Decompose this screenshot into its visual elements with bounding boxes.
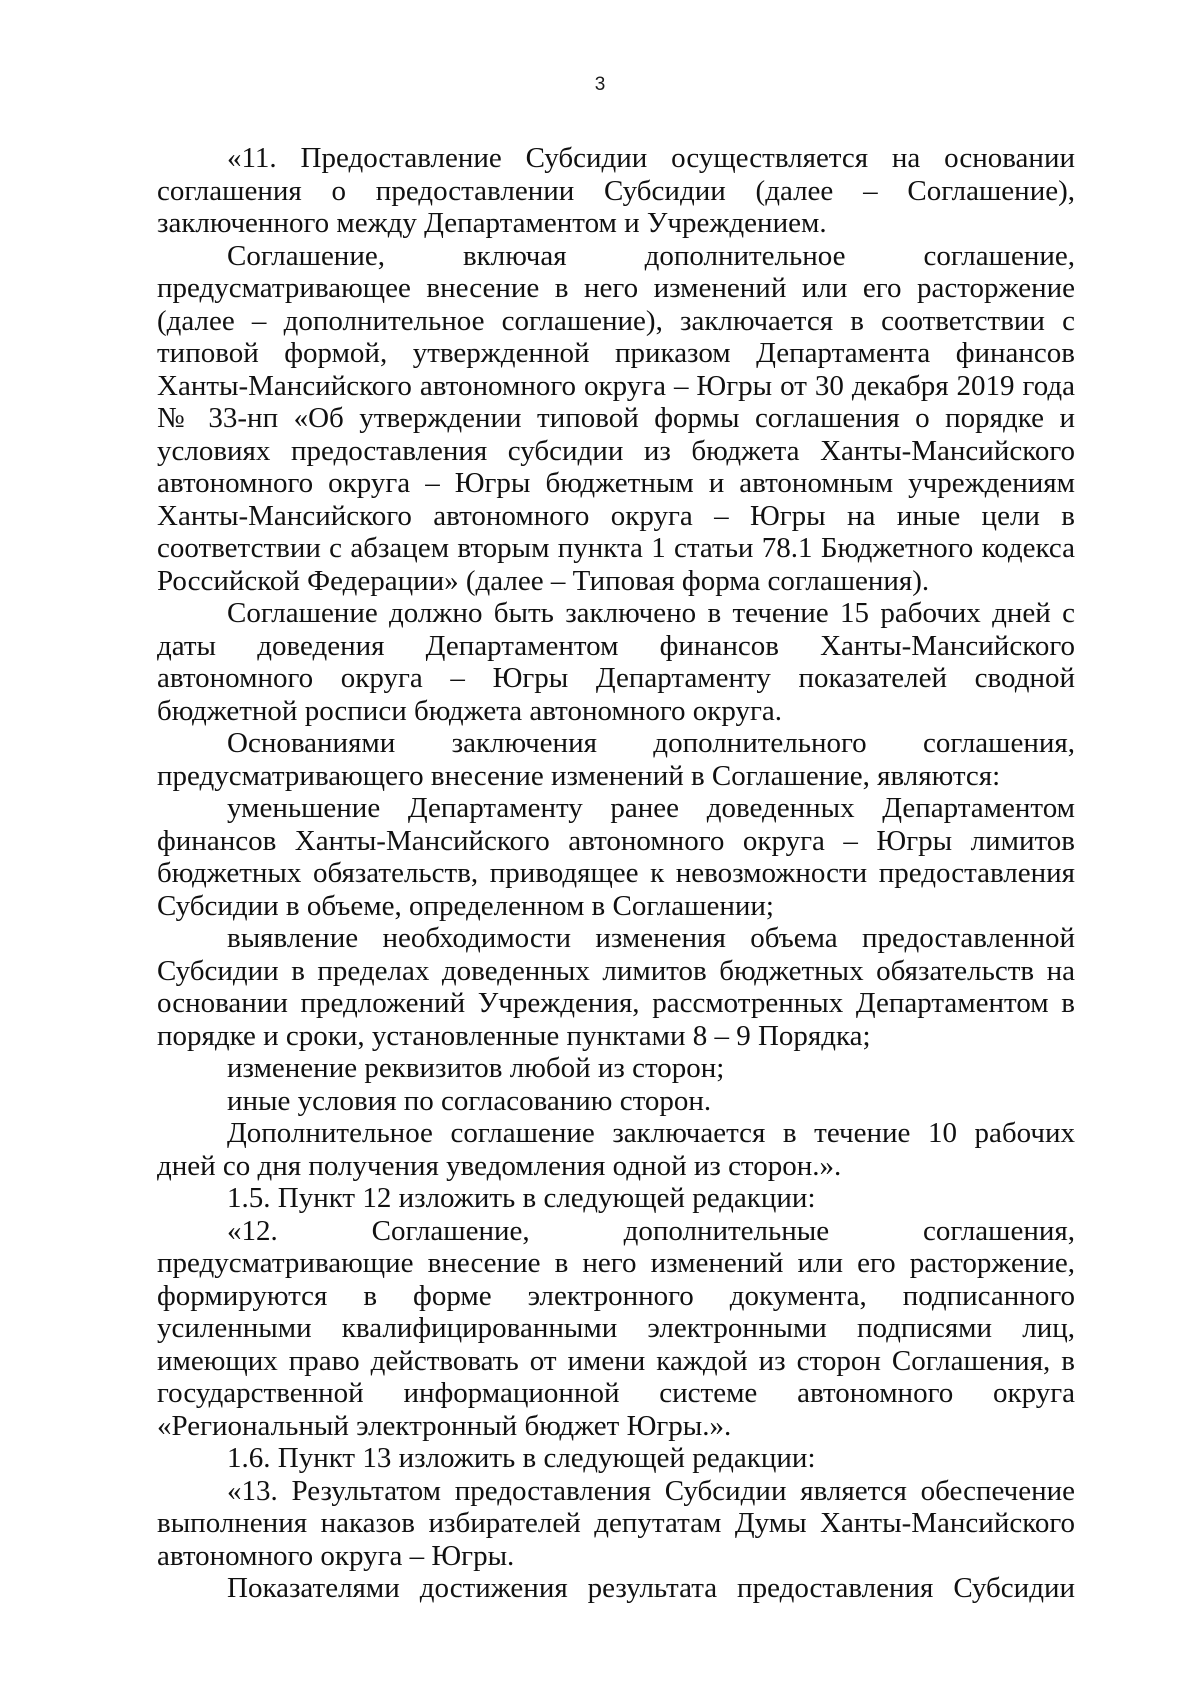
paragraph-clause-12: «12. Соглашение, дополнительные соглашения, предусматривающие внесение в него изменений или его расторжение, формируются в форме электронного документа, подписанного усиленными квалифицированными электронными подписями лиц, имеющих право действовать от имени каждой из сторон Соглашения, в государственной информационной системе автономного округа «Региональный электронный бюджет Югры.». — [157, 1214, 1075, 1442]
paragraph-item-1-6: 1.6. Пункт 13 изложить в следующей редакции: — [227, 1442, 816, 1474]
paragraph-ground-other: иные условия по согласованию сторон. — [227, 1084, 712, 1117]
document-body — [157, 142, 1075, 1605]
paragraph-agreement-form: Соглашение, включая дополнительное соглашение, предусматривающее внесение в него изменений или его расторжение (далее – дополнительное соглашение), заключается в соответствии с типовой формой, утвержденной приказом Департамента финансов Ханты-Мансийского автономного округа – Югры от 30 декабря 2019 года № 33-нп «Об утверждении типовой формы соглашения о порядке и условиях предоставления субсидии из бюджета Ханты-Мансийского автономного округа – Югры бюджетным и автономным учреждениям Ханты-Мансийского автономного округа – Югры на иные цели в соответствии с абзацем вторым пункта 1 статьи 78.1 Бюджетного кодекса Российской Федерации» (далее – Типовая форма соглашения). — [157, 239, 1075, 597]
paragraph-supplementary-deadline: Дополнительное соглашение заключается в течение 10 рабочих дней со дня получения уведомления одной из сторон.». — [157, 1117, 1075, 1182]
paragraph-clause-13: «13. Результатом предоставления Субсидии является обеспечение выполнения наказов избирателей депутатам Думы Ханты-Мансийского автономного округа – Югры. — [157, 1474, 1075, 1572]
paragraph-clause-11: «11. Предоставление Субсидии осуществляется на основании соглашения о предоставлении Субсидии (далее – Соглашение), заключенного между Департаментом и Учреждением. — [157, 142, 1075, 239]
paragraph-ground-requisites: изменение реквизитов любой из сторон; — [227, 1052, 725, 1084]
paragraph-grounds-intro: Основаниями заключения дополнительного соглашения, предусматривающего внесение изменений в Соглашение, являются: — [157, 727, 1075, 792]
paragraph-item-1-5: 1.5. Пункт 12 изложить в следующей редакции: — [227, 1182, 816, 1214]
paragraph-indicators: Показателями достижения результата предоставления Субсидии — [227, 1572, 1075, 1604]
paragraph-ground-reduction: уменьшение Департаменту ранее доведенных Департаментом финансов Ханты-Мансийского автономного округа – Югры лимитов бюджетных обязательств, приводящее к невозможности предоставления Субсидии в объеме, определенном в Соглашении; — [157, 792, 1075, 922]
paragraph-agreement-deadline: Соглашение должно быть заключено в течение 15 рабочих дней с даты доведения Департаментом финансов Ханты-Мансийского автономного округа – Югры Департаменту показателей сводной бюджетной росписи бюджета автономного округа. — [157, 597, 1075, 727]
paragraph-ground-volume-change: выявление необходимости изменения объема предоставленной Субсидии в пределах доведенных лимитов бюджетных обязательств на основании предложений Учреждения, рассмотренных Департаментом в порядке и сроки, установленные пунктами 8 – 9 Порядка; — [157, 922, 1075, 1052]
page-number: 3 — [594, 74, 606, 95]
